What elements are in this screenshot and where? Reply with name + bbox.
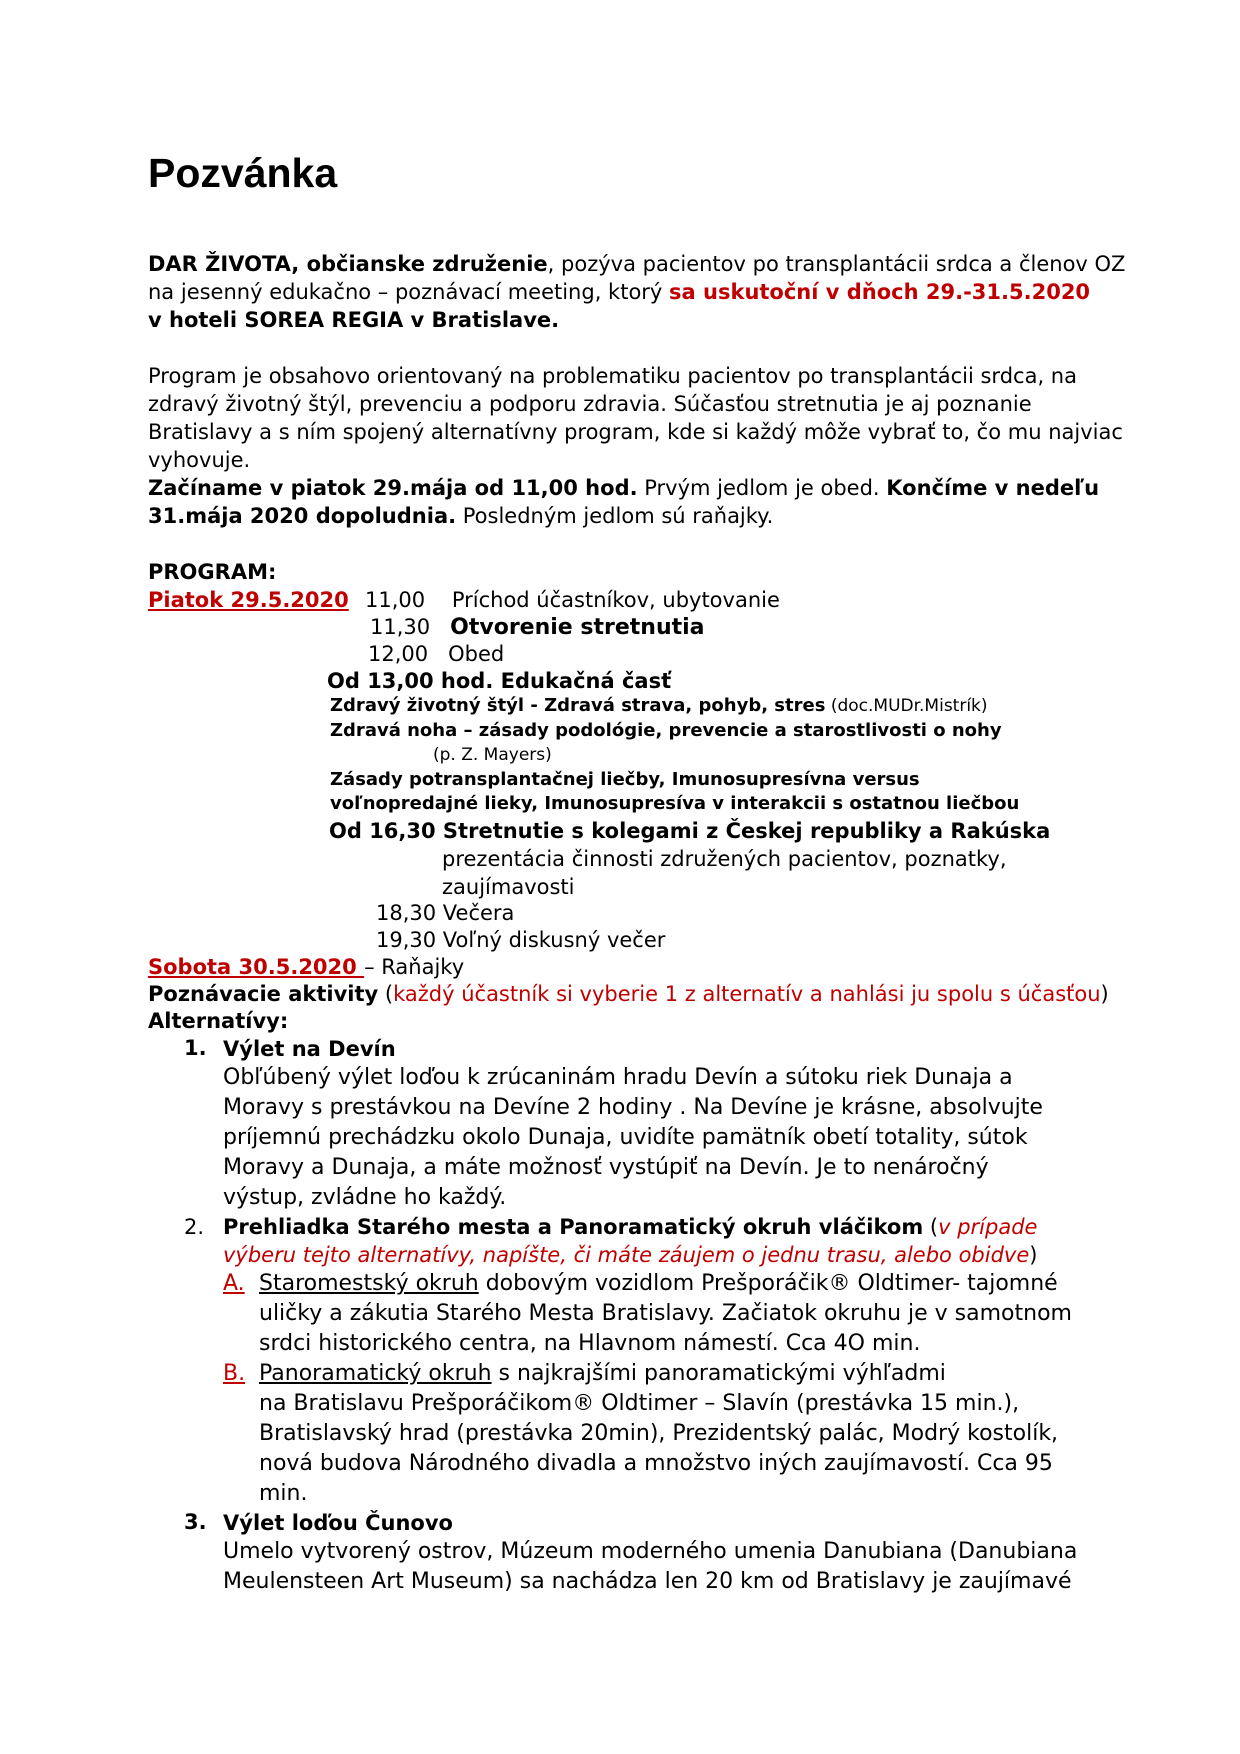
alt2-title: Prehliadka Starého mesta a Panoramatický okruh vláčikom: [223, 1215, 924, 1239]
time: 12,00: [368, 642, 429, 666]
alt2-b-text: s najkrajšími panoramatickými výhľadmi: [491, 1361, 946, 1386]
program-text-line-4: vyhovuje.: [148, 448, 251, 472]
saturday-breakfast: – Raňajky: [364, 955, 465, 979]
org-name: DAR ŽIVOTA, občianske združenie: [148, 252, 548, 276]
saturday-line: [148, 953, 464, 981]
end-info: Končíme v nedeľu: [886, 476, 1100, 500]
alternatives-heading: Alternatívy:: [148, 1009, 289, 1033]
paren: (: [378, 982, 394, 1006]
alt2-a-label: A.: [223, 1271, 245, 1296]
time: 11,00: [365, 588, 426, 612]
education-heading: Od 13,00 hod. Edukačná časť: [327, 669, 672, 693]
time: 11,30: [370, 615, 431, 639]
education-item-2-speaker: (p. Z. Mayers): [433, 745, 552, 765]
education-item-3-line-2: voľnopredajné lieky, Imunosupresíva v interakcii s ostatnou liečbou: [330, 793, 1020, 814]
alt2-b-line-5: min.: [259, 1481, 308, 1506]
paren: ): [1100, 982, 1109, 1006]
activities-line: [148, 980, 1109, 1008]
start-info: Začíname v piatok 29.mája od 11,00 hod.: [148, 476, 638, 500]
alt2-a-line-3: srdci historického centra, na Hlavnom námestí. Cca 4O min.: [259, 1331, 921, 1356]
alt1-line-2: Moravy s prestávkou na Devíne 2 hodiny . Na Devíne je krásne, absolvujte: [223, 1095, 1043, 1120]
program-text-line-2: zdravý životný štýl, prevenciu a podporu zdravia. Súčasťou stretnutia je aj poznanie: [148, 392, 1032, 416]
alt2-b-label: B.: [223, 1361, 246, 1386]
start-line: [148, 474, 1099, 502]
end-line: [148, 502, 773, 530]
event-dates: sa uskutoční v dňoch 29.-31.5.2020: [669, 280, 1091, 304]
alt2-note-2: výberu tejto alternatívy, napíšte, či máte záujem o jednu trasu, alebo obidve: [223, 1243, 1030, 1267]
schedule-item: Obed: [448, 642, 505, 666]
schedule-1100: [365, 586, 780, 614]
schedule-item: Otvorenie stretnutia: [450, 615, 705, 640]
activities-heading: Poznávacie aktivity: [148, 982, 379, 1006]
alt2-b-line-4: nová budova Národného divadla a množstvo iných zaujímavostí. Cca 95: [259, 1451, 1053, 1476]
program-text-line-3: Bratislavy a s ním spojený alternatívny program, kde si každý môže vybrať to, čo mu najviac: [148, 420, 1123, 444]
meeting-desc-2: zaujímavosti: [442, 875, 575, 899]
alt2-a-line-2: uličky a zákutia Starého Mesta Bratislavy. Začiatok okruhu je v samotnom: [259, 1301, 1072, 1326]
end-date: 31.mája 2020 dopoludnia.: [148, 504, 457, 528]
paren: (: [923, 1215, 939, 1239]
alt1-line-4: Moravy a Dunaja, a máte možnosť vystúpiť na Devín. Je to nenáročný: [223, 1155, 989, 1180]
friday-date: Piatok 29.5.2020: [148, 588, 349, 612]
first-meal: Prvým jedlom je obed.: [637, 476, 887, 500]
friday-label: [148, 586, 349, 614]
topic: Zdravý životný štýl - Zdravá strava, pohyb, stres: [330, 695, 826, 716]
activities-note: každý účastník si vyberie 1 z alternatív a nahlási ju spolu s účasťou: [393, 982, 1101, 1006]
alt2-b-line-3: Bratislavský hrad (prestávka 20min), Prezidentský palác, Modrý kostolík,: [259, 1421, 1059, 1446]
alt3-number: 3.: [184, 1510, 207, 1534]
education-item-1: [330, 694, 988, 717]
alt2-b-line-1: [259, 1359, 946, 1389]
schedule-1130: [370, 613, 705, 642]
last-meal: Posledným jedlom sú raňajky.: [456, 504, 774, 528]
intro-line-1: [148, 250, 1125, 278]
alt2-a-text: dobovým vozidlom Prešporáčik® Oldtimer- tajomné: [478, 1271, 1058, 1296]
alt2-b-line-2: na Bratislavu Prešporáčikom® Oldtimer – Slavín (prestávka 15 min.),: [259, 1391, 1020, 1416]
alt1-line-3: príjemnú prechádzku okolo Dunaja, uvidíte pamätník obetí totality, sútok: [223, 1125, 1028, 1150]
education-item-3-line-1: Zásady potransplantačnej liečby, Imunosupresívna versus: [330, 769, 920, 790]
schedule-1200: [368, 640, 504, 668]
alt3-line-1: Umelo vytvorený ostrov, Múzeum moderného umenia Danubiana (Danubiana: [223, 1539, 1078, 1564]
paren: ): [1029, 1243, 1038, 1267]
meeting-heading: Od 16,30 Stretnutie s kolegami z Českej republiky a Rakúska: [329, 819, 1051, 843]
page-title: Pozvánka: [148, 150, 338, 196]
alt1-number: 1.: [184, 1036, 207, 1060]
alt2-number: 2.: [184, 1215, 205, 1239]
alt2-a-line-1: [259, 1269, 1058, 1299]
schedule-evening: 19,30 Voľný diskusný večer: [376, 928, 666, 952]
alt2-note-line: [223, 1241, 1037, 1269]
education-item-2: Zdravá noha – zásady podológie, prevencie a starostlivosti o nohy: [330, 720, 1002, 741]
alt3-line-2: Meulensteen Art Museum) sa nachádza len 20 km od Bratislavy je zaujímavé: [223, 1569, 1072, 1594]
intro-line-2: [148, 278, 1090, 306]
program-text-line-1: Program je obsahovo orientovaný na problematiku pacientov po transplantácii srdca, na: [148, 364, 1077, 388]
program-heading: PROGRAM:: [148, 560, 277, 584]
schedule-item: Príchod účastníkov, ubytovanie: [451, 588, 780, 612]
intro-text: , pozýva pacientov po transplantácii srdca a členov OZ: [547, 252, 1126, 276]
panorama-tour: Panoramatický okruh: [259, 1361, 492, 1386]
intro-text-2: na jesenný edukačno – poznávací meeting, ktorý: [148, 280, 670, 304]
saturday-date: Sobota 30.5.2020: [148, 955, 365, 979]
alt2-note: v prípade: [938, 1215, 1038, 1239]
alt1-line-1: Obľúbený výlet loďou k zrúcaninám hradu Devín a sútoku riek Dunaja a: [223, 1065, 1013, 1090]
old-town-tour: Staromestský okruh: [259, 1271, 479, 1296]
meeting-desc-1: prezentácia činnosti združených pacientov, poznatky,: [442, 847, 1007, 871]
alt3-title: Výlet loďou Čunovo: [223, 1511, 453, 1535]
schedule-dinner: 18,30 Večera: [376, 901, 515, 925]
speaker: (doc.MUDr.Mistrík): [825, 696, 988, 716]
alt1-title: Výlet na Devín: [223, 1037, 396, 1061]
event-place: v hoteli SOREA REGIA v Bratislave.: [148, 308, 560, 332]
alt2-title-line: [223, 1213, 1037, 1241]
alt1-line-5: výstup, zvládne ho každý.: [223, 1185, 507, 1210]
